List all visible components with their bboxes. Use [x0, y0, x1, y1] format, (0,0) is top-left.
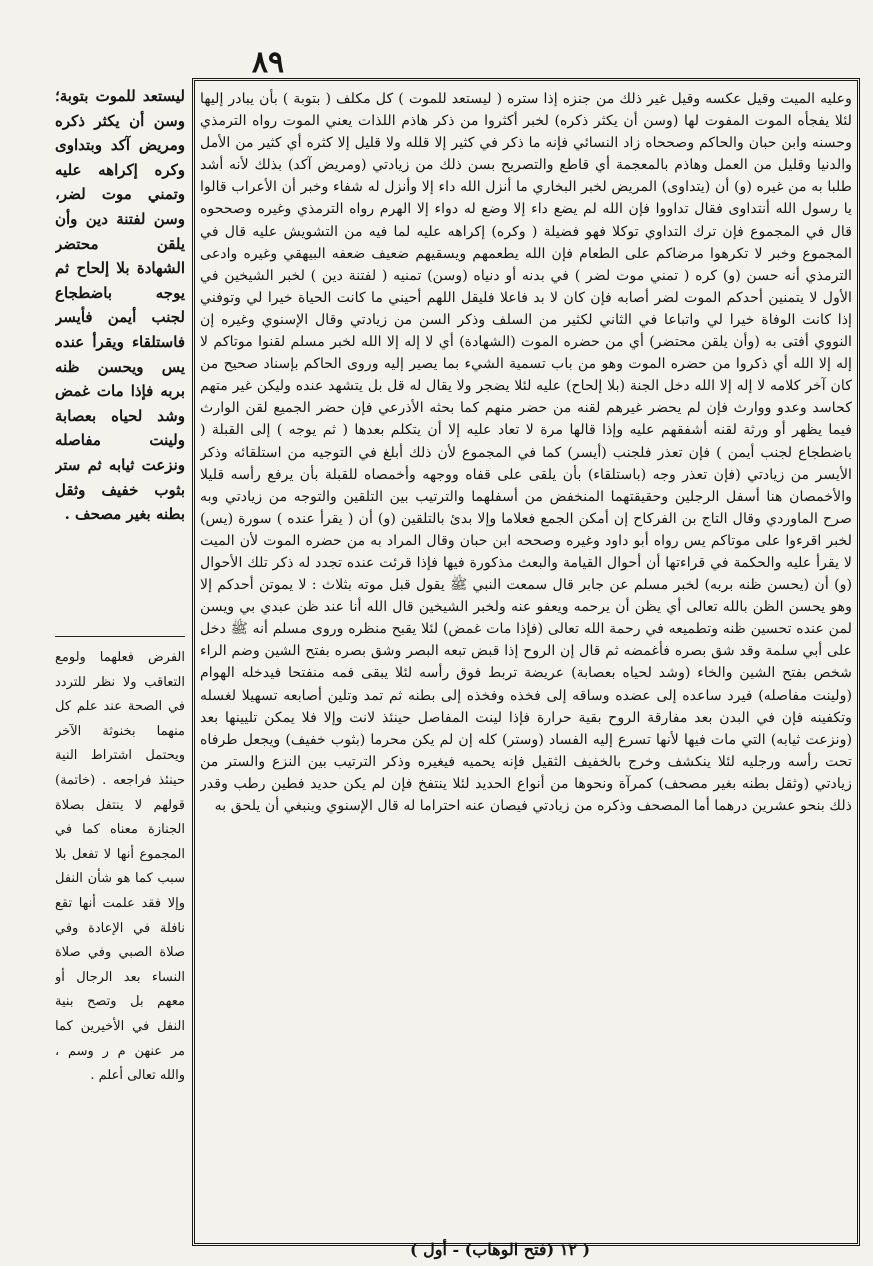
margin-matn-text: ليستعد للموت بتوبة؛ وسن أن يكثر ذكره ومريض آكد وبتداوى وكره إكراهه عليه وتمني موت لضر، وسن لفتنة دين وأن يلقن محتضر الشهادة بلا إلحاح ثم يوجه باضطجاع لجنب أيمن فأيسر فاستلقاء ويقرأ عنده يس ويحسن ظنه بربه فإذا مات غمض وشد لحياه بعصابة ولينت مفاصله ونزعت ثيابه ثم ستر بثوب خفيف وثقل بطنه بغير مصحف .	[55, 87, 185, 524]
margin-divider	[55, 636, 185, 637]
margin-footnote-text: الفرض فعلهما ولومع التعاقب ولا نظر للتردد في الصحة عند علم كل منهما بخنوثة الآخر ويحتمل اشتراط النية حينئذ فراجعه . (خاتمة) قولهم لا ينتفل بصلاة الجنازة معناه كما في المجموع أنها لا تفعل بلا سبب كما هو شأن النفل وإلا فقد علمت أنها تقع نافلة في الإعادة وفي صلاة الصبي وفي صلاة النساء بعد الرجال أو معهم بل وتصح بنية النفل في الأخيرين كما مر عنهن م ر وسم ، والله تعالى أعلم .	[55, 650, 185, 1084]
margin-footnote-block	[55, 646, 185, 1236]
page-number: ٨٩	[251, 45, 285, 80]
margin-matn-block	[55, 84, 185, 634]
main-text-block	[200, 88, 852, 1228]
footer-label: ( ١٢ (فتح الوهاب) - أول )	[409, 1240, 591, 1259]
main-paragraph: وعليه الميت وقيل عكسه وقيل غير ذلك من جنزه إذا ستره ( ليستعد للموت ) كل مكلف ( بتوبة ) بأن يبادر إليها لئلا يفجأه الموت المفوت لها (وسن أن يكثر ذكره) لخبر أكثروا من ذكر هاذم اللذات يعني الموت رواه الترمذي وحسنه وابن حبان والحاكم وصححاه زاد النسائي فإنه ما ذكر في كثير إلا قلله ولا قليل إلا كثره أي كثير من الأمل والدنيا وقليل من العمل وهاذم بالمعجمة أي قاطع والتصريح بسن ذلك من زيادتي (ومريض آكد) بذلك لأنه أشد طلبا به من غيره (و) أن (يتداوى) المريض لخبر البخاري ما أنزل الله داء إلا وأنزل له شفاء وخبر أن الأعراب قالوا يا رسول الله أنتداوى فقال تداووا فإن الله لم يضع داء إلا وضع له دواء إلا الهرم رواه الترمذي وغيره وصححوه قال في المجموع فإن ترك التداوي توكلا فهو فضيلة ( وكره) إكراهه عليه لما فيه من التشويش عليه قال في المجموع وخبر لا تكرهوا مرضاكم على الطعام فإن الله يطعمهم ويسقيهم ضعيف ضعفه البيهقي وغيره وادعى الترمذي أنه حسن (و) كره ( تمني موت لضر ) في بدنه أو دنياه (وسن) تمنيه ( لفتنة دين ) لخبر الشيخين في الأول لا يتمنين أحدكم الموت لضر أصابه فإن كان لا بد فاعلا فليقل اللهم أحيني ما كانت الحياة خيرا لي وتوفني إذا كانت الوفاة خيرا لي واتباعا في الثاني لكثير من السلف وذكر السن من زيادتي وقال الإسنوي وغيره إن النووي أفتى به (وأن يلقن محتضر) أي من حضره الموت (الشهادة) أي لا إله إلا الله لخبر مسلم لقنوا موتاكم لا إله إلا الله أي ذكروا من حضره الموت وهو من باب تسمية الشيء بما يصير إليه وروى الحاكم بإسناد صحيح من كان آخر كلامه لا إله إلا الله دخل الجنة (بلا إلحاح) عليه لئلا يضجر ولا يقال له قل بل يتشهد عنده وليكن غير متهم كحاسد وعدو ووارث فإن لم يحضر غيرهم لقنه من حضر منهم كما بحثه الأذرعي فإن حضر الجميع لقن الوارث فيما يظهر أو ورثة لقنه أشفقهم عليه وإذا قالها مرة لا تعاد عليه إلا أن يتكلم بعدها ( ثم يوجه ) إلى القبلة ( باضطجاع لجنب أيمن ) فإن تعذر فلجنب (أيسر) كما في المجموع لأن ذلك أبلغ في التوجيه من استلقائه وذكر الأيسر من زيادتي (فإن تعذر وجه (باستلقاء) بأن يلقى على قفاه ووجهه وأخمصاه للقبلة بأن يرفع رأسه قليلا والأخمصان هنا أسفل الرجلين وحقيقتهما المنخفض من أسفلهما والترتيب بين التلقين والتوجه من زيادتي وبه صرح الماوردي وقال التاج بن الفركاح إن أمكن الجمع فعلاما وإلا بدئ بالتلقين (و) أن ( يقرأ عنده ) سورة (يس) لخبر اقرءوا على موتاكم يس رواه أبو داود وغيره وصححه ابن حبان وقال المراد به من حضره الموت لأن الميت لا يقرأ عليه والحكمة في قراءتها أن أحوال القيامة والبعث مذكورة فيها فإذا قرئت عنده تجدد له ذكر تلك الأحوال (و) أن (يحسن ظنه بربه) لخبر مسلم عن جابر قال سمعت النبي ﷺ يقول قبل موته بثلاث : لا يموتن أحدكم إلا وهو يحسن الظن بالله تعالى أي يظن أن يرحمه ويعفو عنه ولخبر الشيخين قال الله أنا عند ظن عبدي بي ويسن لمن عنده تحسين ظنه وتطميعه في رحمة الله تعالى (فإذا مات غمض) لئلا يقبح منظره وروى مسلم أنه ﷺ دخل على أبي سلمة وقد شق بصره فأغمضه ثم قال إن الروح إذا قبض تبعه البصر وشق بصره بفتح الشين وضم الراء شخص بفتح الشين والخاء (وشد لحياه بعصابة) عريضة تربط فوق رأسه لئلا يبقى فمه منفتحا فيدخله الهوام (ولينت مفاصله) فيرد ساعده إلى عضده وساقه إلى فخذه وفخذه إلى بطنه ثم تمد وتلين أصابعه تسهيلا لغسله وتكفينه فإن في البدن بعد مفارقة الروح بقية حرارة فإذا لينت المفاصل حينئذ لانت وإلا فلا يمكن تليينها بعد (ونزعت ثيابه) التي مات فيها لأنها تسرع إليه الفساد (وستر) كله إن لم يكن محرما (بثوب خفيف) ويجعل طرفاه تحت رأسه ورجليه لئلا ينكشف وخرج بالخفيف الثقيل فإنه يحميه فيغيره وذكر الترتيب بين النزع والستر من زيادتي (وثقل بطنه بغير مصحف) كمرآة ونحوها من أنواع الحديد لئلا ينتفخ فإن لم يكن حديد فطين رطب وقدر ذلك بنحو عشرين درهما أما المصحف وذكره من زيادتي فيصان عنه احتراما له قال الإسنوي وينبغي أن يلحق به	[200, 91, 852, 814]
